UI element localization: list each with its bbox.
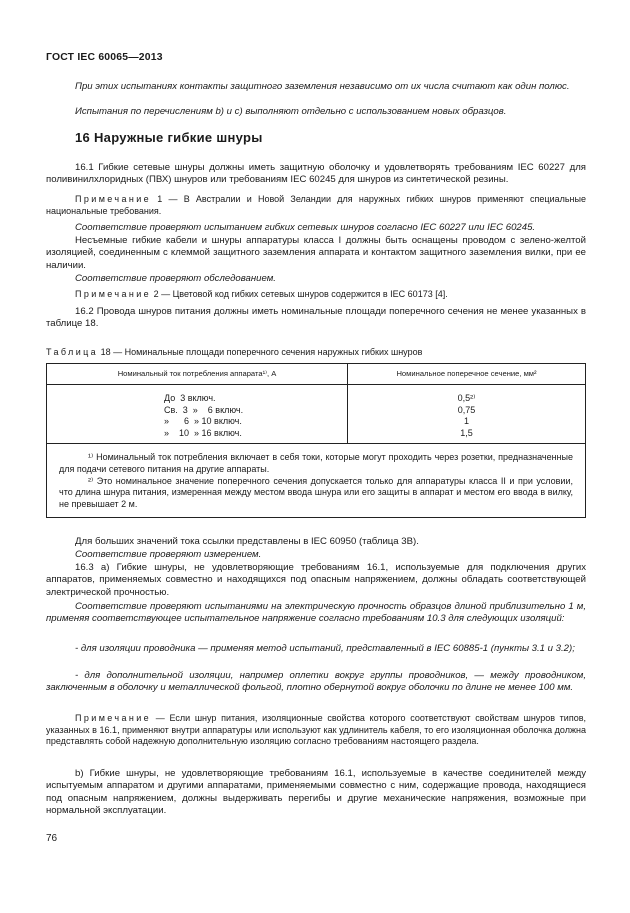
note-3 (46, 713, 586, 748)
table-header-section: Номинальное поперечное сечение, мм² (348, 364, 586, 385)
paragraph-16-2: 16.2 Провода шнуров питания должны иметь номинальные площади поперечного сечения не менее указанных в таблице 18. (46, 306, 586, 330)
table-row-current: Св. 3 » 6 включ. (164, 404, 244, 415)
table-current-cell (47, 385, 348, 444)
paragraph-larger-currents: Для больших значений тока ссылки представлены в IEC 60950 (таблица 3В). (75, 536, 419, 547)
table-row-current: До 3 включ. (164, 393, 216, 403)
paragraph-supplementary-insulation: - для дополнительной изоляции, например оплетки вокруг группы проводников, — между проводником, заключенным в оболочку и металлической фольгой, плотно обернутой вокруг оболочки по длине не менее 100 мм. (46, 670, 586, 694)
table-header-current: Номинальный ток потребления аппарата¹⁾, А (47, 364, 348, 385)
paragraph-compliance-cords: Соответствие проверяют испытанием гибких сетевых шнуров согласно IEC 60227 или IEC 60245. (75, 222, 536, 233)
paragraph-earth-contacts: При этих испытаниях контакты защитного заземления независимо от их числа считают как один полюс. (75, 81, 570, 92)
paragraph-conductor-insulation: - для изоляции проводника — применяя метод испытаний, представленный в IEC 60885-1 (пункты 3.1 и 3.2); (75, 643, 575, 654)
document-header: ГОСТ IEC 60065—2013 (46, 52, 163, 63)
paragraph-16-3-a: 16.3 а) Гибкие шнуры, не удовлетворяющие требованиям 16.1, используемые для подключения других аппаратов, применяемых совместно и находящихся под опасным напряжением, должны обладать соответствующей электрической прочностью. (46, 562, 586, 598)
paragraph-class-i-cables: Несъемные гибкие кабели и шнуры аппаратуры класса I должны быть оснащены проводом с зелено-желтой изоляцией, соединенным с клеммой защитного заземления аппарата и контактом защитного заземления вилки, при ее наличии. (46, 235, 586, 271)
table-row-section: 0,5²⁾ (457, 393, 476, 403)
table-footnote-2: ²⁾ Это номинальное значение поперечного сечения допускается только для аппаратуры класса II и при условии, что длина шнура питания, измеренная между местом ввода шнура или его защиты в аппарат и местом его ввода в вилку, не превышает 2 м. (59, 475, 573, 510)
paragraph-compliance-inspection: Соответствие проверяют обследованием. (75, 273, 276, 284)
note-2-text: 2 — Цветовой код гибких сетевых шнуров содержится в IEC 60173 [4]. (151, 289, 448, 299)
note-3-text: — Если шнур питания, изоляционные свойства которого соответствуют свойствам шнуров типов, указанных в 16.1, применяют внутри аппаратуры или используют как удлинитель кабеля, то его изоляционная оболочка должна представлять собой надежную дополнительную изоляцию согласно требованиям настоящего раздела. (46, 713, 586, 747)
paragraph-tests-separate: Испытания по перечислениям b) и с) выполняют отдельно с использованием новых образцов. (75, 106, 507, 117)
table-section-cell (348, 385, 586, 444)
paragraph-dielectric-tests: Соответствие проверяют испытаниями на электрическую прочность образцов длиной приблизительно 1 м, применяя соответствующее испытательное напряжение согласно требованиям 10.3 для следующих изоляций: (46, 601, 586, 625)
cross-section-table (46, 363, 586, 518)
table-row-section: 0,75 (457, 404, 476, 415)
section-title: 16 Наружные гибкие шнуры (75, 130, 263, 145)
note-2-label: Примечание (75, 289, 152, 299)
table-row-current: » 6 » 10 включ. (164, 416, 242, 427)
table-caption-label: Таблица (46, 347, 99, 357)
table-caption-text: 18 — Номинальные площади поперечного сечения наружных гибких шнуров (98, 347, 423, 357)
paragraph-compliance-measurement: Соответствие проверяют измерением. (75, 549, 262, 560)
note-3-label: Примечание (75, 713, 152, 723)
note-1-label: Примечание (75, 194, 152, 204)
table-row-section: 1 (463, 416, 469, 427)
page-number: 76 (46, 833, 58, 844)
table-row-current: » 10 » 16 включ. (164, 427, 242, 438)
note-1 (46, 194, 586, 217)
table-row-section: 1,5 (460, 427, 473, 438)
table-caption (46, 347, 586, 359)
table-footnotes (47, 444, 586, 518)
paragraph-16-3-b: b) Гибкие шнуры, не удовлетворяющие требованиям 16.1, используемые в качестве соединителей между испытуемым аппаратом и другими аппаратами, применяемыми совместно с ним, содержащие провода, находящиеся под опасным напряжением, должны выдерживать перегибы и другие механические напряжения, возможные при нормальной эксплуатации. (46, 768, 586, 817)
note-1-text: 1 — В Австралии и Новой Зеландии для наружных гибких шнуров применяют специальные национальные требования. (46, 194, 586, 216)
table-footnote-1: ¹⁾ Номинальный ток потребления включает в себя токи, которые могут проходить через розетки, предназначенные для подачи сетевого питания на другие аппараты. (59, 452, 573, 474)
note-2 (46, 289, 586, 301)
paragraph-16-1: 16.1 Гибкие сетевые шнуры должны иметь защитную оболочку и удовлетворять требованиям IEC 60227 для поливинилхлоридных (ПВХ) шнуров или требованиям IEC 60245 для шнуров из синтетической резины. (46, 162, 586, 186)
